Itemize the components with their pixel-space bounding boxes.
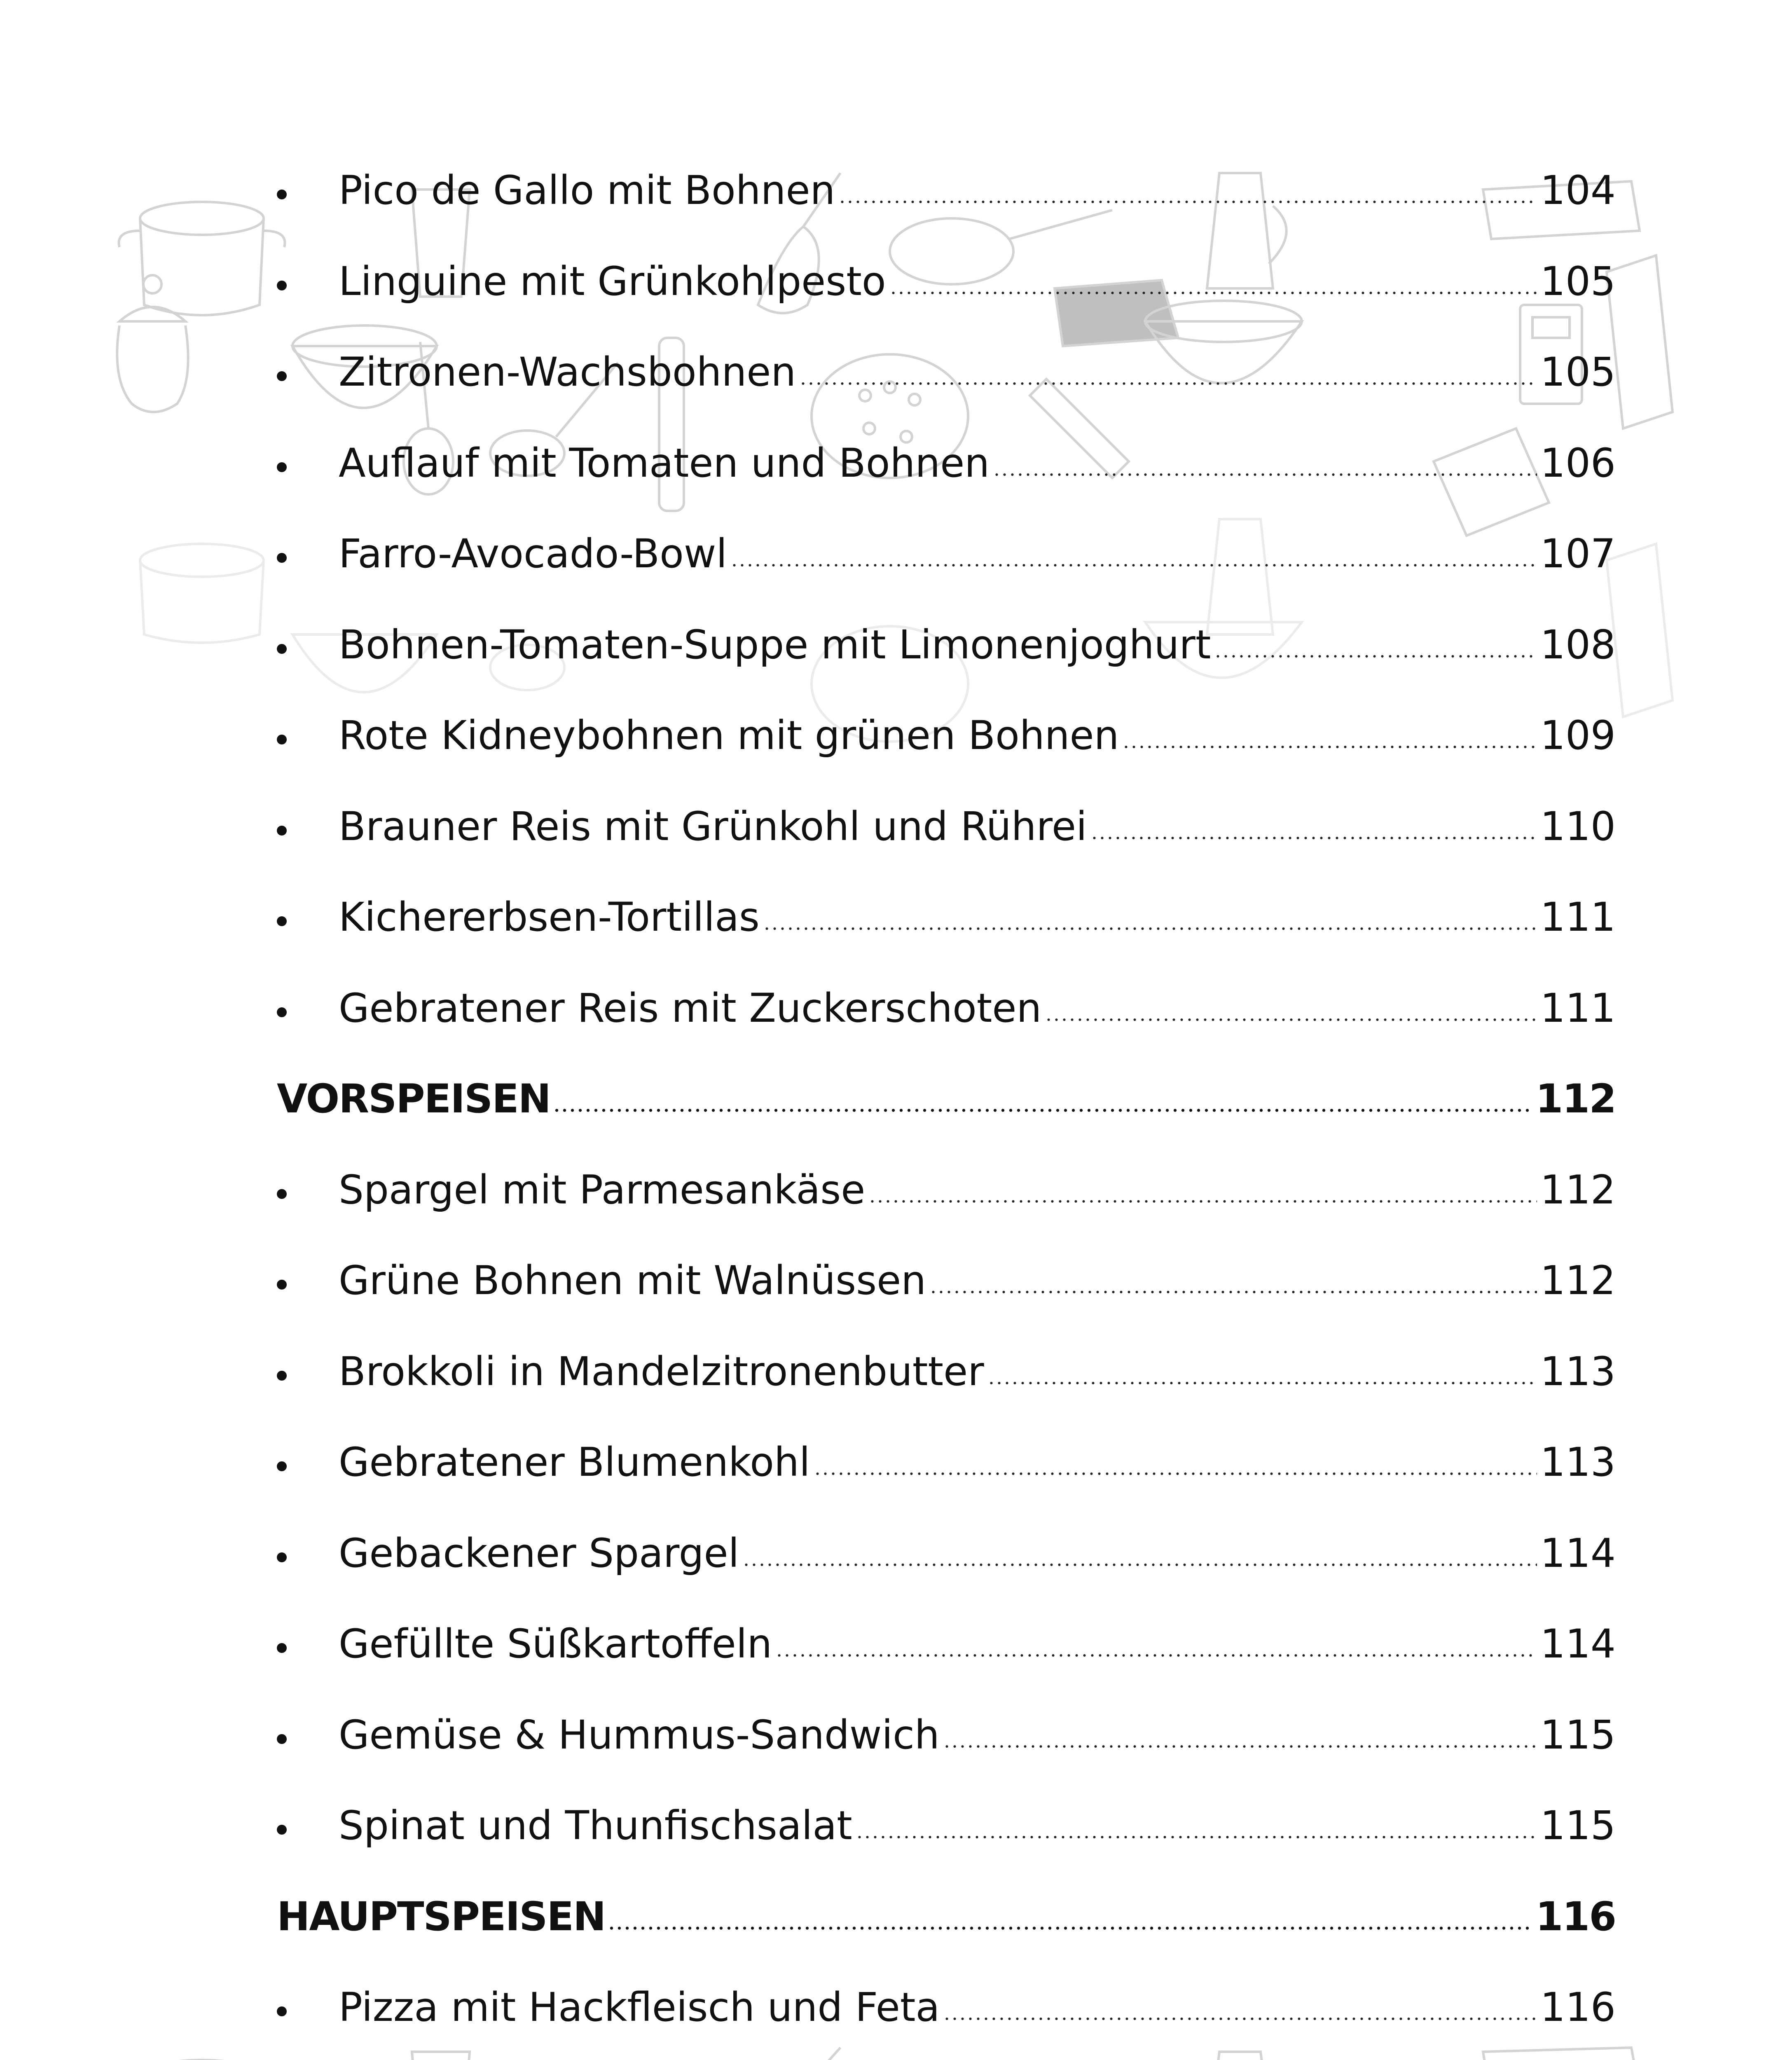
toc-entry-page: 112: [1540, 1257, 1616, 1304]
toc-entry-page: 106: [1540, 440, 1616, 486]
dot-leader: [608, 1918, 1532, 1931]
toc-entry-title: Bohnen-Tomaten-Suppe mit Limonenjoghurt: [339, 621, 1211, 668]
toc-section-title: HAUPTSPEISEN: [277, 1893, 606, 1940]
toc-entry[interactable]: [277, 612, 1616, 678]
toc-section-heading[interactable]: [277, 1066, 1616, 1132]
toc-entry-title: Pizza mit Hackfleisch und Feta: [339, 1984, 940, 2030]
toc-entry[interactable]: [277, 1339, 1616, 1405]
toc-entry-title: Pico de Gallo mit Bohnen: [339, 167, 835, 213]
dot-leader: [730, 555, 1537, 568]
toc-entry-page: 110: [1540, 803, 1616, 850]
bullet-icon: [277, 462, 287, 472]
toc-section-page: 116: [1535, 1893, 1616, 1940]
dot-leader: [943, 1737, 1537, 1749]
toc-section-heading[interactable]: [277, 1884, 1616, 1950]
toc-entry-title: Spargel mit Parmesankäse: [339, 1166, 866, 1213]
toc-entry[interactable]: [277, 1611, 1616, 1677]
dot-leader: [856, 1827, 1537, 1840]
dot-leader: [943, 2009, 1537, 2021]
toc-entry-title: Brauner Reis mit Grünkohl und Rührei: [339, 803, 1087, 850]
toc-entry-page: 105: [1540, 258, 1616, 304]
dot-leader: [814, 1464, 1537, 1476]
bullet-icon: [277, 2006, 287, 2016]
toc-entry[interactable]: [277, 1702, 1616, 1768]
toc-entry-page: 105: [1540, 349, 1616, 395]
toc-entry-page: 108: [1540, 621, 1616, 668]
toc-entry-title: Kichererbsen-Tortillas: [339, 894, 760, 940]
toc-entry-title: Brokkoli in Mandelzitronenbutter: [339, 1348, 984, 1395]
bullet-icon: [277, 1371, 287, 1381]
bullet-icon: [277, 1461, 287, 1471]
toc-entry-page: 116: [1540, 1984, 1616, 2030]
dot-leader: [993, 465, 1537, 477]
toc-entry[interactable]: [277, 1157, 1616, 1223]
toc-entry-page: 111: [1540, 985, 1616, 1031]
dot-leader: [1045, 1010, 1537, 1022]
toc-entry-page: 107: [1540, 531, 1616, 577]
bullet-icon: [277, 371, 287, 381]
dot-leader: [838, 192, 1537, 204]
toc-entry-page: 114: [1540, 1530, 1616, 1576]
toc-entry-page: 114: [1540, 1621, 1616, 1667]
toc-entry-title: Gebratener Reis mit Zuckerschoten: [339, 985, 1042, 1031]
bullet-icon: [277, 644, 287, 654]
toc-entry[interactable]: [277, 702, 1616, 768]
toc-entry[interactable]: [277, 248, 1616, 314]
bullet-icon: [277, 916, 287, 926]
dot-leader: [1214, 646, 1537, 659]
toc-entry-title: Linguine mit Grünkohlpesto: [339, 258, 886, 304]
bullet-icon: [277, 1552, 287, 1562]
bullet-icon: [277, 281, 287, 290]
dot-leader: [742, 1555, 1537, 1567]
dot-leader: [987, 1373, 1537, 1386]
dot-leader: [799, 374, 1537, 386]
toc-entry-page: 109: [1540, 712, 1616, 758]
toc-entry-page: 112: [1540, 1166, 1616, 1213]
bullet-icon: [277, 826, 287, 836]
bullet-icon: [277, 1734, 287, 1744]
toc-entry[interactable]: [277, 794, 1616, 859]
dot-leader: [1090, 828, 1537, 840]
bullet-icon: [277, 1825, 287, 1835]
toc-section-title: VORSPEISEN: [277, 1076, 550, 1122]
bullet-icon: [277, 190, 287, 199]
toc-entry-title: Gefüllte Süßkartoffeln: [339, 1621, 772, 1667]
toc-entry-title: Grüne Bohnen mit Walnüssen: [339, 1257, 926, 1304]
toc-entry[interactable]: [277, 1429, 1616, 1495]
bullet-icon: [277, 735, 287, 744]
toc-entry[interactable]: [277, 1974, 1616, 2040]
toc-entry[interactable]: [277, 884, 1616, 950]
toc-entry-title: Auflauf mit Tomaten und Bohnen: [339, 440, 990, 486]
toc-entry-page: 115: [1540, 1711, 1616, 1758]
toc-entry[interactable]: [277, 1520, 1616, 1586]
toc-entry-page: 113: [1540, 1348, 1616, 1395]
toc-entry-title: Rote Kidneybohnen mit grünen Bohnen: [339, 712, 1119, 758]
toc-entry-page: 113: [1540, 1439, 1616, 1485]
toc-entry-title: Spinat und Thunfischsalat: [339, 1802, 852, 1849]
toc-entry[interactable]: [277, 430, 1616, 496]
toc-entry[interactable]: [277, 975, 1616, 1041]
toc-entry-title: Gebratener Blumenkohl: [339, 1439, 810, 1485]
dot-leader: [868, 1192, 1537, 1204]
dot-leader: [763, 919, 1537, 931]
toc-entry-title: Farro-Avocado-Bowl: [339, 531, 728, 577]
dot-leader: [889, 283, 1537, 295]
dot-leader: [775, 1646, 1537, 1658]
toc-entry-title: Gemüse & Hummus-Sandwich: [339, 1711, 940, 1758]
bullet-icon: [277, 1280, 287, 1290]
bullet-icon: [277, 1643, 287, 1653]
toc-entry-title: Zitronen-Wachsbohnen: [339, 349, 796, 395]
bullet-icon: [277, 1007, 287, 1017]
bullet-icon: [277, 1189, 287, 1199]
dot-leader: [929, 1282, 1537, 1295]
toc-entry-page: 115: [1540, 1802, 1616, 1849]
bullet-icon: [277, 553, 287, 563]
toc-entry[interactable]: [277, 1793, 1616, 1859]
toc-section-page: 112: [1535, 1076, 1616, 1122]
toc-entry-page: 104: [1540, 167, 1616, 213]
toc-entry[interactable]: [277, 1248, 1616, 1313]
dot-leader: [553, 1100, 1532, 1113]
toc-entry[interactable]: [277, 521, 1616, 587]
dot-leader: [1122, 737, 1537, 749]
toc-entry[interactable]: [277, 339, 1616, 405]
toc-entry-title: Gebackener Spargel: [339, 1530, 739, 1576]
toc-entry[interactable]: [277, 157, 1616, 223]
toc-entry-page: 111: [1540, 894, 1616, 940]
